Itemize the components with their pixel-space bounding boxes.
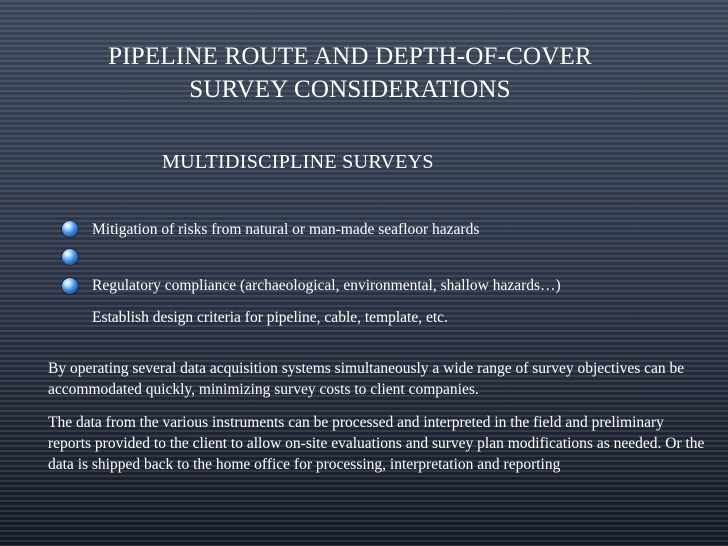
blue-sphere-bullet-icon: [62, 278, 78, 294]
blue-sphere-bullet-icon: [62, 249, 78, 265]
blue-sphere-bullet-icon: [62, 221, 78, 237]
slide-title-line-2: SURVEY CONSIDERATIONS: [189, 76, 511, 103]
bullet-item-text: Mitigation of risks from natural or man-made seafloor hazards: [92, 221, 480, 238]
bullet-item-text: Establish design criteria for pipeline, cable, template, etc.: [92, 309, 448, 326]
section-subtitle: MULTIDISCIPLINE SURVEYS: [162, 151, 434, 173]
slide-title-line-1: PIPELINE ROUTE AND DEPTH-OF-COVER: [108, 43, 592, 70]
slide-title: [40, 40, 660, 106]
body-paragraph: By operating several data acquisition systems simultaneously a wide range of survey objectives can be accommodated quickly, minimizing survey costs to client companies.: [48, 360, 685, 398]
body-paragraph: The data from the various instruments can be processed and interpreted in the field and preliminary reports provided to the client to allow on-site evaluations and survey plan modifications as needed. Or the data is shipped back to the home office for processing, interpretation and reporting: [48, 414, 705, 473]
bullet-item-text: Regulatory compliance (archaeological, environmental, shallow hazards…): [92, 277, 561, 294]
